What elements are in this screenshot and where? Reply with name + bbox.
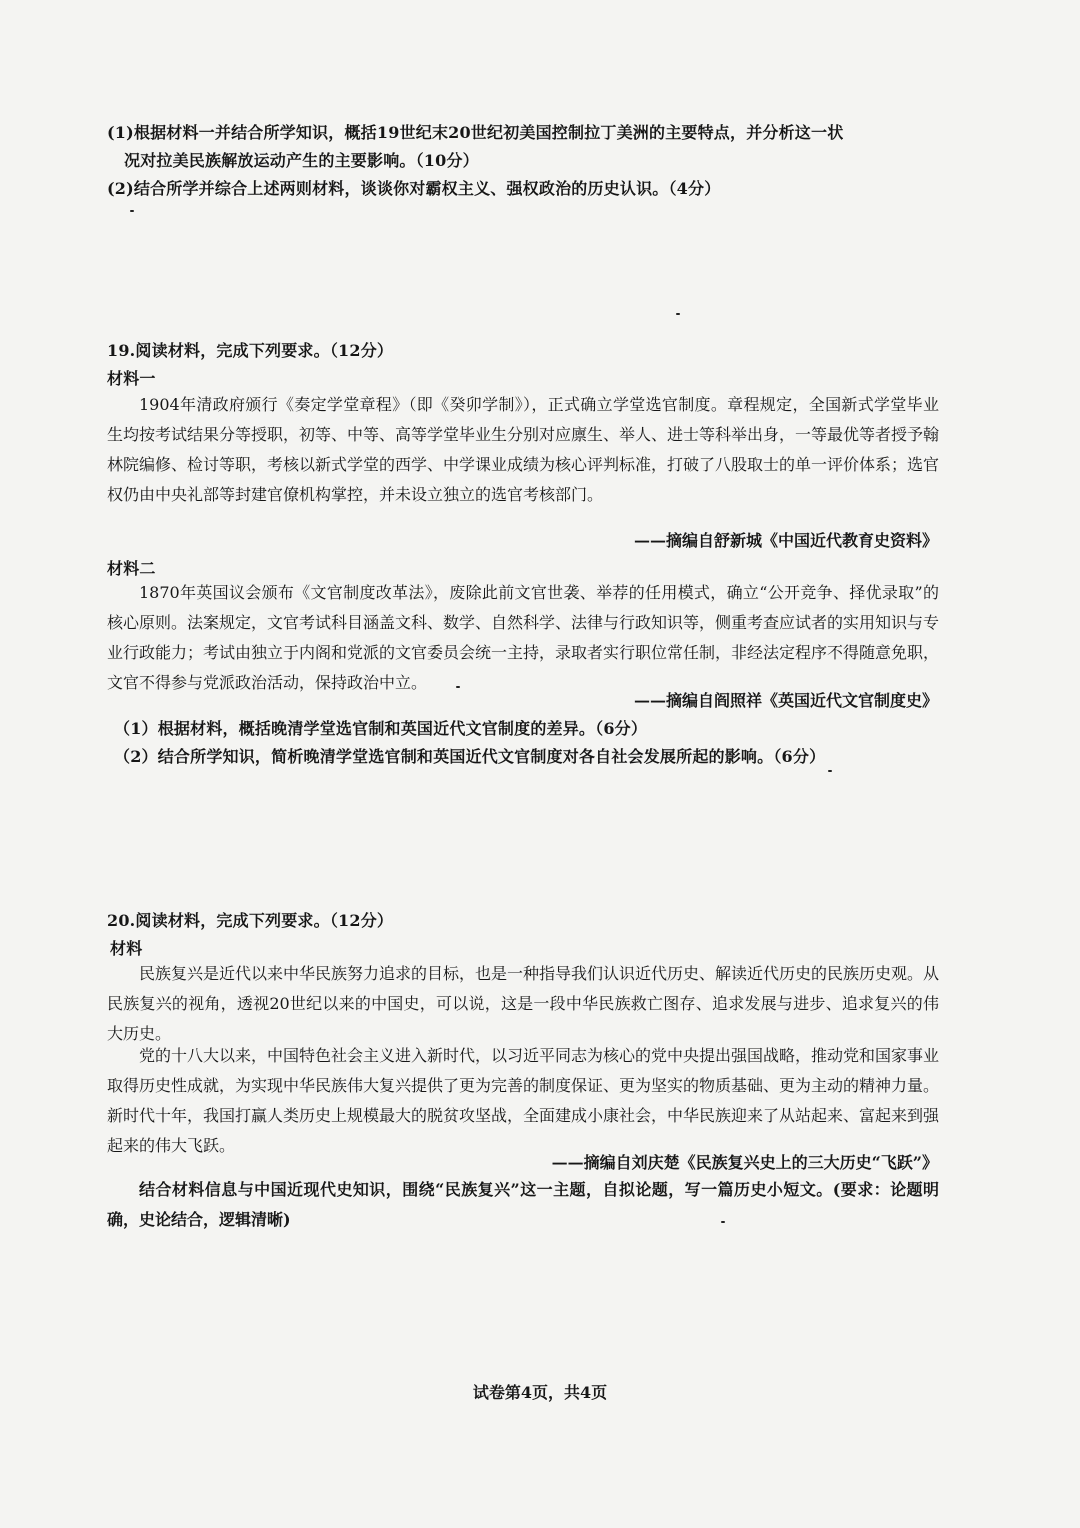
q19-question-2: （2）结合所学知识，简析晚清学堂选官制和英国近代文官制度对各自社会发展所起的影响。（6分） — [114, 747, 826, 766]
q20-paragraph-2: 党的十八大以来，中国特色社会主义进入新时代，以习近平同志为核心的党中央提出强国战略，推动党和国家事业取得历史性成就，为实现中华民族伟大复兴提供了更为完善的制度保证、更为坚实的物质基础、更为主动的精神力量。新时代十年，我国打赢人类历史上规模最大的脱贫攻坚战，全面建成小康社会，中华民族迎来了从站起来、富起来到强起来的伟大飞跃。 — [107, 1046, 940, 1155]
q20-title: 20.阅读材料，完成下列要求。（12分） — [107, 911, 394, 930]
carryover-question-1: (1)根据材料一并结合所学知识，概括19世纪末20世纪初美国控制拉丁美洲的主要特点，并分析这一状 — [107, 123, 844, 142]
carryover-question-2: (2)结合所学并综合上述两则材料，谈谈你对霸权主义、强权政治的历史认识。（4分） — [107, 179, 721, 198]
q19-material-1-text: 1904年清政府颁行《奏定学堂章程》（即《癸卯学制》），正式确立学堂选官制度。章程规定，全国新式学堂毕业生均按考试结果分等授职，初等、中等、高等学堂毕业生分别对应廪生、举人、进士等科举出身，一等最优等者授予翰林院编修、检讨等职，考核以新式学堂的西学、中学课业成绩为核心评判标准，打破了八股取士的单一评价体系；选官权仍由中央礼部等封建官僚机构掌控，并未设立独立的选官考核部门。 — [107, 395, 940, 504]
scan-speck — [456, 686, 460, 688]
q19-material-1-label: 材料一 — [107, 369, 156, 388]
page-footer: 试卷第4页，共4页 — [472, 1383, 608, 1402]
scan-speck — [828, 770, 832, 772]
q19-question-1: （1）根据材料，概括晚清学堂选官制和英国近代文官制度的差异。（6分） — [114, 719, 648, 738]
carryover-question-1-continued: 况对拉美民族解放运动产生的主要影响。（10分） — [124, 151, 479, 170]
q19-material-2-source: ——摘编自阎照祥《英国近代文官制度史》 — [633, 691, 938, 710]
q20-paragraph-1: 民族复兴是近代以来中华民族努力追求的目标，也是一种指导我们认识近代历史、解读近代历史的民族历史观。从民族复兴的视角，透视20世纪以来的中国史，可以说，这是一段中华民族救亡图存、追求发展与进步、追求复兴的伟大历史。 — [107, 964, 940, 1043]
scan-speck — [676, 313, 680, 315]
q20-material-label: 材料 — [110, 939, 143, 958]
q19-title: 19.阅读材料，完成下列要求。（12分） — [107, 341, 394, 360]
q19-material-2-text: 1870年英国议会颁布《文官制度改革法》，废除此前文官世袭、举荐的任用模式，确立“公开竞争、择优录取”的核心原则。法案规定，文官考试科目涵盖文科、数学、自然科学、法律与行政知识等，侧重考查应试者的实用知识与专业行政能力；考试由独立于内阁和党派的文官委员会统一主持，录取者实行职位常任制，非经法定程序不得随意免职，文官不得参与党派政治活动，保持政治中立。 — [107, 583, 940, 692]
scan-speck — [130, 210, 134, 212]
q20-task: 结合材料信息与中国近现代史知识，围绕“民族复兴”这一主题，自拟论题，写一篇历史小短文。(要求：论题明确，史论结合，逻辑清晰) — [107, 1180, 939, 1229]
q19-material-2-label: 材料二 — [107, 559, 156, 578]
scan-speck — [721, 1221, 725, 1223]
q19-material-1-source: ——摘编自舒新城《中国近代教育史资料》 — [633, 531, 938, 550]
q20-source: ——摘编自刘庆楚《民族复兴史上的三大历史“飞跃”》 — [551, 1153, 938, 1172]
